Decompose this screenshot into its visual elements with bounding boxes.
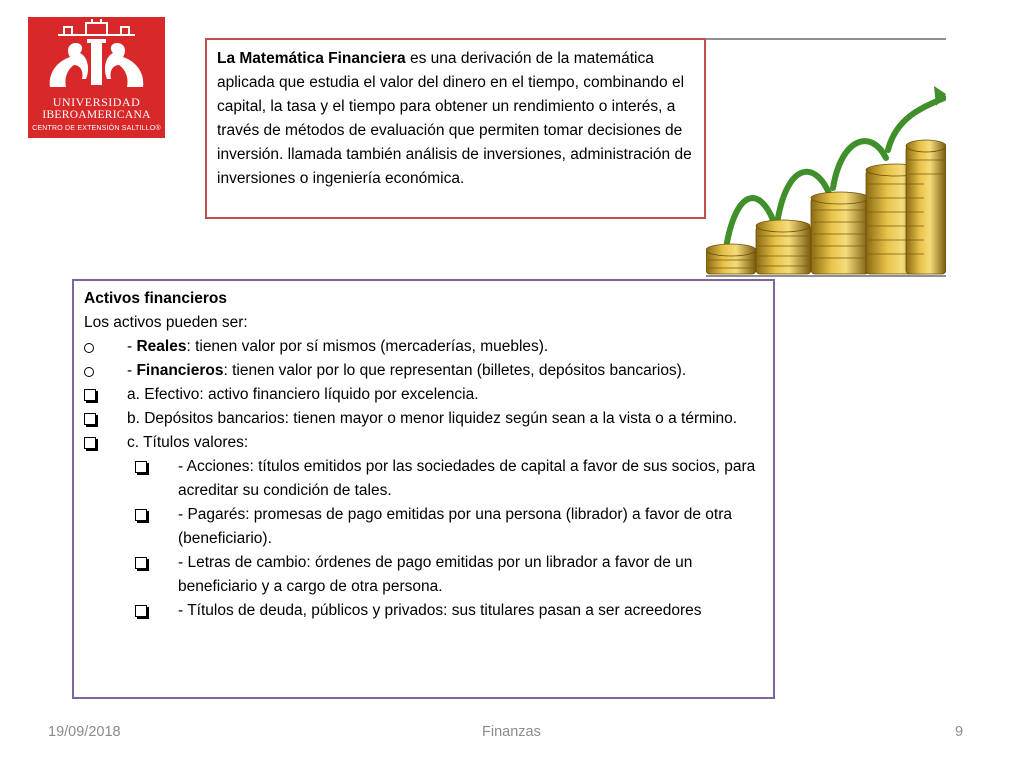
logo-line-2: IBEROAMERICANA: [42, 109, 151, 121]
checkbox-bullet-icon: [84, 431, 127, 457]
ring-bullet-icon: [84, 335, 127, 361]
list-item-titulos: c. Títulos valores:: [84, 431, 763, 455]
list-item-financieros: - Financieros: tienen valor por lo que representan (billetes, depósitos bancarios).: [84, 359, 763, 383]
footer-page-number: 9: [955, 724, 964, 740]
list-item-depositos: b. Depósitos bancarios: tienen mayor o menor liquidez según sean a la vista o a término.: [84, 407, 763, 431]
university-logo: [28, 17, 165, 138]
coins-illustration: [706, 38, 946, 278]
activos-box: [72, 279, 775, 699]
list-item-reales: - Reales: tienen valor por sí mismos (mercaderías, muebles).: [84, 335, 763, 359]
ring-bullet-icon: [84, 359, 127, 385]
checkbox-bullet-icon: [135, 551, 178, 577]
checkbox-bullet-icon: [135, 599, 178, 625]
list-item-efectivo: a. Efectivo: activo financiero líquido por excelencia.: [84, 383, 763, 407]
list-item-pagares: - Pagarés: promesas de pago emitidas por una persona (librador) a favor de otra (beneficiario).: [84, 503, 763, 551]
logo-line-3: CENTRO DE EXTENSIÓN SALTILLO®: [32, 125, 161, 132]
list-item-letras: - Letras de cambio: órdenes de pago emitidas por un librador a favor de un beneficiario y a cargo de otra persona.: [84, 551, 763, 599]
footer-date: 19/09/2018: [48, 724, 121, 740]
activos-heading: Activos financieros: [84, 290, 227, 307]
checkbox-bullet-icon: [84, 407, 127, 433]
footer-title: Finanzas: [482, 724, 541, 740]
list-item-titulos-deuda: - Títulos de deuda, públicos y privados: sus titulares pasan a ser acreedores: [84, 599, 763, 623]
list-item-acciones: - Acciones: títulos emitidos por las sociedades de capital a favor de sus socios, para acreditar su condición de tales.: [84, 455, 763, 503]
logo-line-1: UNIVERSIDAD: [52, 95, 141, 109]
definition-box: [205, 38, 706, 219]
checkbox-bullet-icon: [84, 383, 127, 409]
checkbox-bullet-icon: [135, 455, 178, 481]
definition-text: es una derivación de la matemática aplicada que estudia el valor del dinero en el tiempo, combinando el capital, la tasa y el tiempo para obtener un rendimiento o interés, a través de métodos de evaluación que permiten tomar decisiones de inversión. llamada también análisis de inversiones, administración de inversiones o ingeniería económica.: [217, 50, 692, 187]
university-seal-icon: [28, 17, 165, 97]
activos-intro: Los activos pueden ser:: [84, 314, 248, 331]
checkbox-bullet-icon: [135, 503, 178, 529]
definition-term: La Matemática Financiera: [217, 50, 406, 67]
growing-coin-stacks-icon: [706, 38, 946, 278]
